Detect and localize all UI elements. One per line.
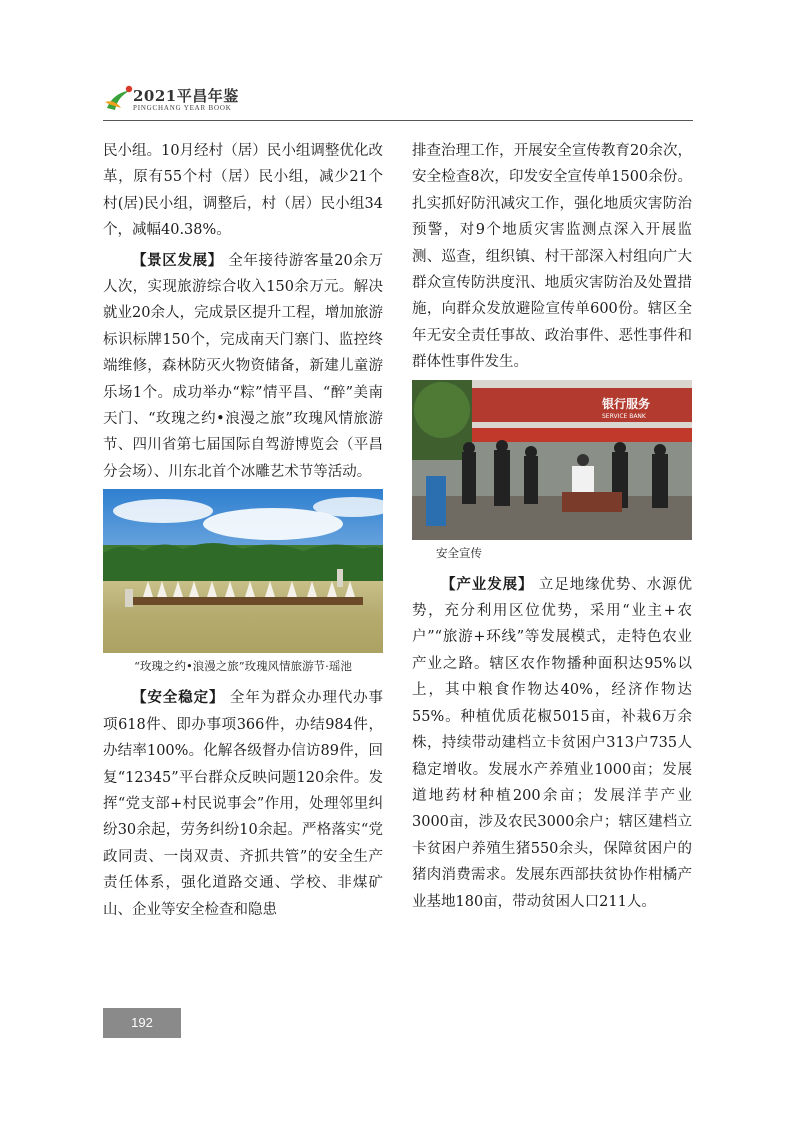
safety-continued-paragraph: 排查治理工作，开展安全宣传教育20余次，安全检查8次，印发安全宣传单1500余份。扎实抓好防汛减灾工作，强化地质灾害防治预警，对9个地质灾害监测点深入开展监测、巡查，组织镇、村干部深入村组向广大群众宣传防洪度汛、地质灾害防治及处置措施，向群众发放避险宣传单600份。辖区全年无安全责任事故、政治事件、恶性事件和群体性事件发生。 — [412, 143, 692, 371]
header-rule — [103, 120, 693, 121]
scenic-heading: 【景区发展】 — [132, 251, 223, 269]
safety-publicity-caption: 安全宣传 — [436, 545, 482, 560]
village-group-paragraph: 民小组。10月经村（居）民小组调整优化改革，原有55个村（居）民小组，减少21个村(居)民小组，调整后，村（居）民小组34个，减幅40.38%。 — [103, 143, 383, 239]
page-number: 192 — [103, 1008, 181, 1038]
scenic-paragraph — [103, 248, 383, 486]
safety-text: 全年为群众办理代办事项618件、即办事项366件，办结984件，办结率100%。化解各级督办信访89件，回复“12345”平台群众反映问题120余件。发挥“党支部+村民说事会”作用，处理邻里纠纷30余起，劳务纠纷10余起。严格落实“党政同责、一岗双责、齐抓共管”的安全生产责任体系，强化道路交通、学校、非煤矿山、企业等安全检查和隐患 — [103, 690, 384, 918]
safety-publicity-photo — [412, 380, 692, 540]
rose-festival-photo — [103, 489, 383, 653]
safety-heading: 【安全稳定】 — [132, 689, 225, 707]
bank-sign-en: SERVICE BANK — [602, 412, 646, 420]
scenic-text: 全年接待游客量20余万人次，实现旅游综合收入150余万元。解决就业20余人，完成景区提升工程，增加旅游标识标牌150个，完成南天门寨门、监控终端维修，森林防灭火物资储备，新建儿童游乐场1个。成功举办“粽”情平昌、“醉”美南天门、“玫瑰之约•浪漫之旅”玫瑰风情旅游节、四川省第七届国际自驾游博览会（平昌分会场）、川东北首个冰雕艺术节等活动。 — [103, 252, 384, 480]
industry-heading: 【产业发展】 — [441, 575, 534, 593]
industry-text: 立足地缘优势、水源优势，充分利用区位优势，采用“业主+农户”“旅游+环线”等发展模式，走特色农业产业之路。辖区农作物播种面积达95%以上，其中粮食作物达40%，经济作物达55%。种植优质花椒5015亩，补栽6万余株，持续带动建档立卡贫困户313户735人稳定增收。发展水产养殖业1000亩；发展道地药材种植200余亩；发展洋芋产业3000亩，涉及农民3000余户；辖区建档立卡贫困户养殖生猪550余头，保障贫困户的猪肉消费需求。发展东西部扶贫协作柑橘产业基地180亩，带动贫困人口211人。 — [412, 576, 693, 910]
yearbook-header — [103, 80, 693, 120]
yearbook-title: 2021平昌年鉴 — [133, 87, 239, 105]
bank-sign-text: 银行服务 — [602, 396, 651, 411]
safety-paragraph — [103, 685, 383, 923]
right-column — [412, 138, 692, 919]
industry-paragraph — [412, 572, 692, 915]
left-column — [103, 138, 383, 927]
rose-festival-caption: “玫瑰之约•浪漫之旅”玫瑰风情旅游节·瑶池 — [134, 659, 352, 674]
yearbook-logo-icon — [103, 84, 137, 114]
yearbook-subtitle: PINGCHANG YEAR BOOK — [133, 104, 232, 112]
